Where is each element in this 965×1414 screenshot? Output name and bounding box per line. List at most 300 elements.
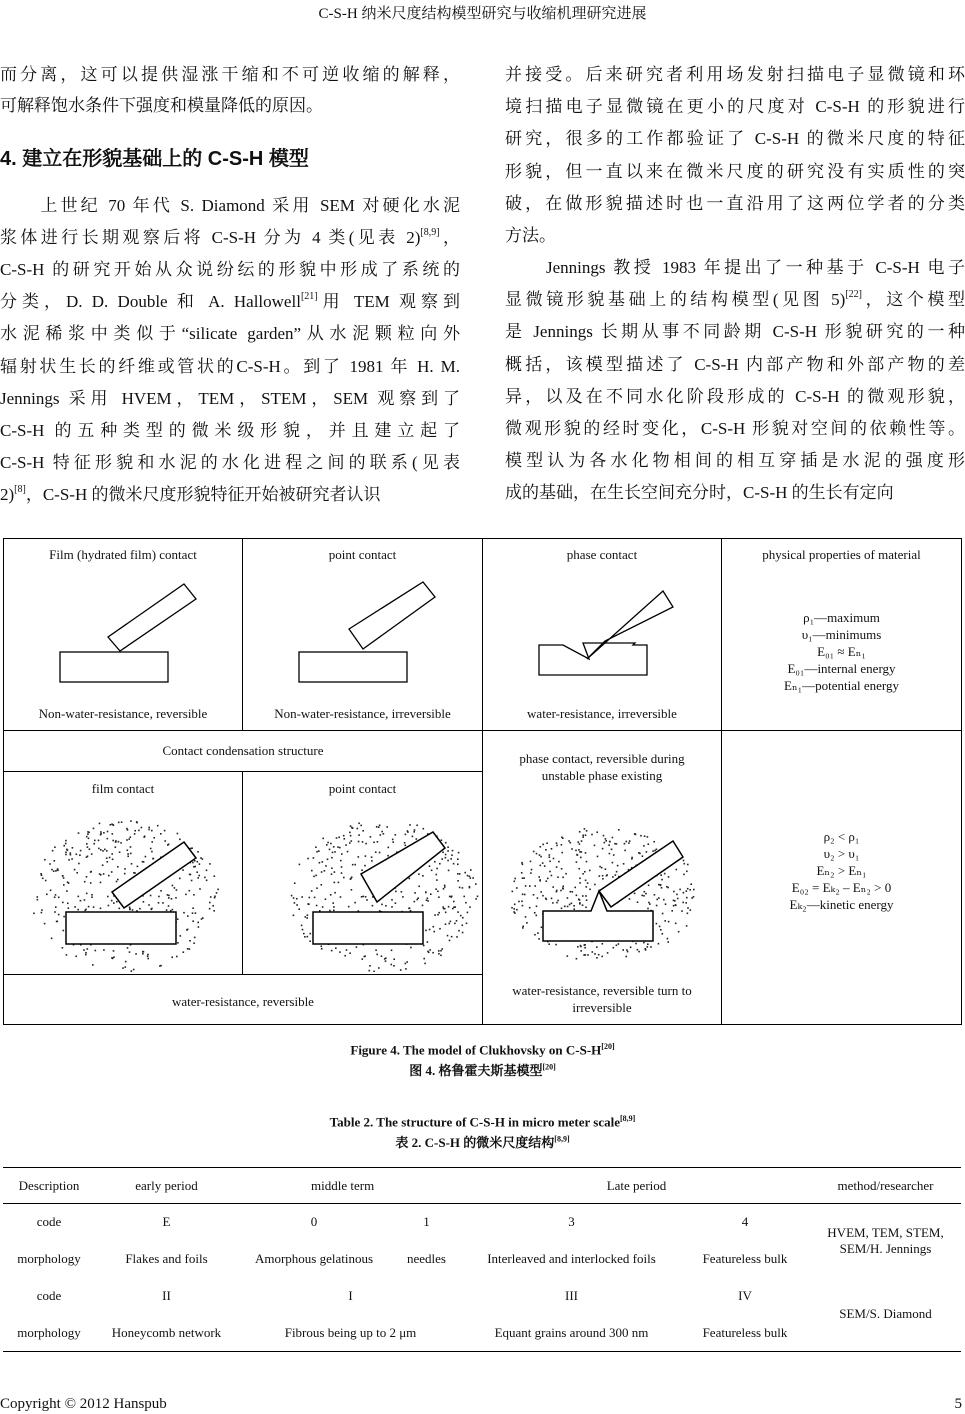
speckle <box>87 948 89 950</box>
table-2 <box>3 1167 961 1352</box>
point-contact-cell <box>243 539 483 731</box>
speckle <box>147 958 149 960</box>
speckle <box>662 933 664 935</box>
speckle <box>685 902 687 904</box>
speckle <box>200 857 202 859</box>
speckle <box>536 906 538 908</box>
speckle <box>542 862 544 864</box>
speckle <box>340 860 342 862</box>
speckle <box>591 834 593 836</box>
speckle <box>111 823 113 825</box>
speckle <box>130 820 132 822</box>
speckle <box>53 870 55 872</box>
speckle <box>475 898 477 900</box>
speckle <box>561 868 563 870</box>
speckle <box>645 893 647 895</box>
speckle <box>647 946 649 948</box>
cell: Featureless bulk <box>702 1324 788 1340</box>
cell: code <box>36 1214 62 1230</box>
speckle <box>54 911 56 913</box>
speckle <box>189 940 191 942</box>
speckle <box>656 923 658 925</box>
speckle <box>131 970 133 972</box>
speckle <box>107 838 109 840</box>
speckle <box>70 854 72 856</box>
contact-condensation-header <box>4 731 483 772</box>
speckle <box>438 896 440 898</box>
cell-title: film contact <box>91 781 155 796</box>
speckle <box>364 865 366 867</box>
speckle <box>329 849 331 851</box>
speckle <box>111 957 113 959</box>
speckle <box>643 942 645 944</box>
speckle <box>395 902 397 904</box>
speckle <box>436 868 438 870</box>
speckle <box>133 969 135 971</box>
speckle <box>321 946 323 948</box>
speckle <box>545 849 547 851</box>
speckle <box>204 877 206 879</box>
speckle <box>570 842 572 844</box>
speckle <box>318 850 320 852</box>
speckle <box>172 885 174 887</box>
speckle <box>199 863 201 865</box>
caption-text: Table 2. The structure of C-S-H in micro meter scale <box>329 1114 620 1130</box>
speckle <box>324 870 326 872</box>
speckle <box>594 953 596 955</box>
speckle <box>400 969 402 971</box>
speckle <box>647 943 649 945</box>
speckle <box>457 873 459 875</box>
text-line: C-S-H 的研究开始从众说纷纭的形貌中形成了系统的 <box>0 260 460 280</box>
speckle <box>171 898 173 900</box>
figure-4-table <box>3 538 962 1025</box>
speckle <box>357 828 359 830</box>
speckle <box>54 846 56 848</box>
cell-title: physical properties of material <box>762 547 921 562</box>
speckle <box>127 853 129 855</box>
speckle <box>167 894 169 896</box>
speckle <box>450 921 452 923</box>
speckle <box>393 958 395 960</box>
speckle <box>63 845 65 847</box>
text-line: C-S-H 的五种类型的微米级形貌，并且建立起了 <box>0 420 460 440</box>
speckle <box>457 864 459 866</box>
speckle <box>338 837 340 839</box>
speckle <box>63 877 65 879</box>
speckle <box>443 888 445 890</box>
speckle <box>148 829 150 831</box>
speckle <box>431 870 433 872</box>
speckle <box>464 872 466 874</box>
speckle <box>307 858 309 860</box>
speckle <box>74 869 76 871</box>
speckle <box>609 841 611 843</box>
speckle <box>175 897 177 899</box>
speckle <box>325 865 327 867</box>
film-contact-cell <box>4 539 243 731</box>
speckle <box>331 873 333 875</box>
speckle <box>462 925 464 927</box>
speckle <box>296 898 298 900</box>
speckle <box>376 954 378 956</box>
speckle <box>44 859 46 861</box>
citation: [8,9] <box>420 227 440 239</box>
method-cell: SEM/S. Diamond <box>839 1306 932 1322</box>
cell: 1 <box>423 1214 430 1230</box>
property-line: υ₁—minimums <box>801 627 882 642</box>
speckle <box>111 853 113 855</box>
speckle <box>558 861 560 863</box>
speckle <box>62 902 64 904</box>
speckle <box>91 896 93 898</box>
speckle <box>119 851 121 853</box>
speckle <box>91 853 93 855</box>
text-line: 概括，该模型描述了 C-S-H 内部产物和外部产物的差 <box>505 354 965 374</box>
text-line: 方法。 <box>505 226 556 245</box>
speckle <box>424 963 426 965</box>
speckle <box>392 841 394 843</box>
speckle <box>557 900 559 902</box>
speckle <box>537 932 539 934</box>
speckle <box>576 861 578 863</box>
speckle <box>662 913 664 915</box>
speckle <box>574 887 576 889</box>
speckle <box>409 878 411 880</box>
speckle <box>378 826 380 828</box>
speckle <box>450 858 452 860</box>
speckle <box>134 830 136 832</box>
speckle <box>597 856 599 858</box>
speckle <box>313 876 315 878</box>
property-line: ρ₁—maximum <box>803 610 880 625</box>
speckle <box>429 929 431 931</box>
speckle <box>656 849 658 851</box>
speckle <box>107 896 109 898</box>
speckle <box>579 903 581 905</box>
speckle <box>529 885 531 887</box>
speckle <box>542 844 544 846</box>
speckle <box>305 916 307 918</box>
speckle <box>436 874 438 876</box>
speckle <box>534 934 536 936</box>
speckle <box>195 912 197 914</box>
speckle <box>427 941 429 943</box>
speckle <box>119 908 121 910</box>
speckle <box>395 834 397 836</box>
speckle <box>110 824 112 826</box>
point-contact-diagram <box>283 579 453 689</box>
speckle <box>547 878 549 880</box>
speckle <box>135 953 137 955</box>
speckle <box>125 966 127 968</box>
speckle <box>118 822 120 824</box>
speckle <box>351 889 353 891</box>
speckle <box>418 873 420 875</box>
speckle <box>206 870 208 872</box>
speckle <box>75 956 77 958</box>
speckle <box>571 903 573 905</box>
speckle <box>176 956 178 958</box>
speckle <box>413 831 415 833</box>
speckle <box>545 898 547 900</box>
speckle <box>311 870 313 872</box>
speckle <box>177 918 179 920</box>
speckle <box>71 858 73 860</box>
speckle <box>521 872 523 874</box>
speckle <box>106 850 108 852</box>
speckle <box>523 877 525 879</box>
speckle <box>373 971 375 972</box>
speckle <box>613 854 615 856</box>
speckle <box>453 901 455 903</box>
speckle <box>138 830 140 832</box>
method-cell: HVEM, TEM, STEM, SEM/H. Jennings <box>827 1224 944 1256</box>
speckle <box>578 899 580 901</box>
speckle <box>127 850 129 852</box>
speckle <box>79 854 81 856</box>
speckle <box>321 948 323 950</box>
speckle <box>625 956 627 958</box>
speckle <box>687 907 689 909</box>
speckle <box>549 854 551 856</box>
speckle <box>354 864 356 866</box>
speckle <box>168 895 170 897</box>
speckle <box>540 846 542 848</box>
speckle <box>91 894 93 896</box>
speckle <box>540 865 542 867</box>
speckle <box>647 836 649 838</box>
speckle <box>303 933 305 935</box>
speckle <box>463 896 465 898</box>
speckle <box>147 956 149 958</box>
speckle <box>664 873 666 875</box>
speckle <box>130 853 132 855</box>
speckle <box>556 866 558 868</box>
speckle <box>437 891 439 893</box>
speckle <box>513 908 515 910</box>
speckle <box>613 947 615 949</box>
speckle <box>90 882 92 884</box>
speckle <box>383 833 385 835</box>
speckle <box>524 894 526 896</box>
speckle <box>546 842 548 844</box>
speckle <box>690 883 692 885</box>
speckle <box>514 904 516 906</box>
speckle <box>637 949 639 951</box>
speckle <box>443 908 445 910</box>
speckle <box>562 837 564 839</box>
speckle <box>98 848 100 850</box>
speckle <box>134 833 136 835</box>
speckle <box>50 890 52 892</box>
speckle <box>142 953 144 955</box>
speckle <box>470 869 472 871</box>
speckle <box>191 880 193 882</box>
speckle <box>348 906 350 908</box>
speckle <box>422 875 424 877</box>
speckle <box>451 854 453 856</box>
speckle <box>454 923 456 925</box>
speckle <box>301 925 303 927</box>
speckle <box>693 889 695 891</box>
speckle <box>341 853 343 855</box>
speckle <box>376 826 378 828</box>
cell-title: Contact condensation structure <box>162 743 324 758</box>
speckle <box>536 853 538 855</box>
speckle <box>677 898 679 900</box>
speckle <box>157 825 159 827</box>
speckle <box>534 885 536 887</box>
speckle <box>434 861 436 863</box>
text-line: 形貌，但一直以来在微米尺度的研究没有实质性的突 <box>505 161 965 181</box>
speckle <box>582 895 584 897</box>
speckle <box>643 845 645 847</box>
speckle <box>525 885 527 887</box>
speckle <box>85 952 87 954</box>
speckle <box>472 877 474 879</box>
speckle <box>302 929 304 931</box>
speckle <box>115 841 117 843</box>
speckle <box>86 843 88 845</box>
speckle <box>538 876 540 878</box>
speckle <box>351 877 353 879</box>
speckle <box>594 884 596 886</box>
speckle <box>586 899 588 901</box>
speckle <box>580 857 582 859</box>
table-header-row <box>3 1168 961 1204</box>
speckle <box>384 958 386 960</box>
cell-title: phase contact <box>566 547 638 562</box>
speckle <box>423 828 425 830</box>
speckle <box>567 955 569 957</box>
speckle <box>192 907 194 909</box>
speckle <box>334 851 336 853</box>
speckle <box>379 852 381 854</box>
speckle <box>618 943 620 945</box>
speckle <box>522 927 524 929</box>
speckle <box>456 936 458 938</box>
speckle <box>214 896 216 898</box>
speckle <box>201 918 203 920</box>
speckle <box>55 906 57 908</box>
speckle <box>362 841 364 843</box>
speckle <box>137 866 139 868</box>
speckle <box>331 950 333 952</box>
speckle <box>177 833 179 835</box>
speckle <box>616 871 618 873</box>
speckle <box>100 908 102 910</box>
property-line: Eₙ₁—potential energy <box>784 678 899 693</box>
speckle <box>429 949 431 951</box>
speckle <box>594 845 596 847</box>
speckle <box>437 914 439 916</box>
speckle <box>381 955 383 957</box>
speckle <box>447 846 449 848</box>
speckle <box>365 855 367 857</box>
caption-text: Figure 4. The model of Clukhovsky on C-S-H <box>350 1042 602 1058</box>
speckle <box>356 946 358 948</box>
speckle <box>66 890 68 892</box>
speckle <box>86 836 88 838</box>
speckle <box>299 864 301 866</box>
speckle <box>448 906 450 908</box>
speckle <box>141 827 143 829</box>
speckle <box>511 907 513 909</box>
speckle <box>327 842 329 844</box>
speckle <box>575 850 577 852</box>
speckle <box>386 826 388 828</box>
speckle <box>551 875 553 877</box>
speckle <box>675 905 677 907</box>
text-line: 2)[8]，C-S-H 的微米尺度形貌特征开始被研究者认识 <box>0 483 381 504</box>
speckle <box>307 903 309 905</box>
speckle <box>311 890 313 892</box>
speckle <box>565 873 567 875</box>
speckle <box>457 911 459 913</box>
speckle <box>626 841 628 843</box>
speckle <box>84 910 86 912</box>
speckle <box>392 839 394 841</box>
speckle <box>579 831 581 833</box>
speckle <box>611 849 613 851</box>
speckle <box>143 901 145 903</box>
speckle <box>54 896 56 898</box>
speckle <box>296 904 298 906</box>
speckle <box>120 842 122 844</box>
speckle <box>562 887 564 889</box>
speckle <box>316 851 318 853</box>
speckle <box>371 856 373 858</box>
speckle <box>469 876 471 878</box>
speckle <box>540 856 542 858</box>
speckle <box>445 854 447 856</box>
speckle <box>602 943 604 945</box>
speckle <box>612 876 614 878</box>
speckle <box>668 921 670 923</box>
speckle <box>567 897 569 899</box>
speckle <box>629 840 631 842</box>
speckle <box>549 871 551 873</box>
speckle <box>629 898 631 900</box>
point-contact-speckled-cell <box>243 772 483 975</box>
speckle <box>341 872 343 874</box>
speckle <box>433 926 435 928</box>
speckle <box>542 895 544 897</box>
speckle <box>349 952 351 954</box>
speckle <box>139 908 141 910</box>
speckle <box>340 896 342 898</box>
property-line: Eₙ₂ > Eₙ₁ <box>816 863 867 878</box>
speckle <box>570 891 572 893</box>
speckle <box>679 889 681 891</box>
properties-list <box>722 828 961 913</box>
speckle <box>645 948 647 950</box>
cell: Honeycomb network <box>111 1324 222 1340</box>
speckle <box>673 900 675 902</box>
speckle <box>555 944 557 946</box>
text-line: C-S-H 特征形貌和水泥的水化进程之间的联系(见表 <box>0 452 460 472</box>
speckle <box>117 866 119 868</box>
speckle <box>544 865 546 867</box>
speckle <box>58 897 60 899</box>
speckle <box>452 908 454 910</box>
speckle <box>214 875 216 877</box>
cell: III <box>565 1288 578 1303</box>
speckle <box>564 906 566 908</box>
speckle <box>362 958 364 960</box>
speckle <box>331 857 333 859</box>
